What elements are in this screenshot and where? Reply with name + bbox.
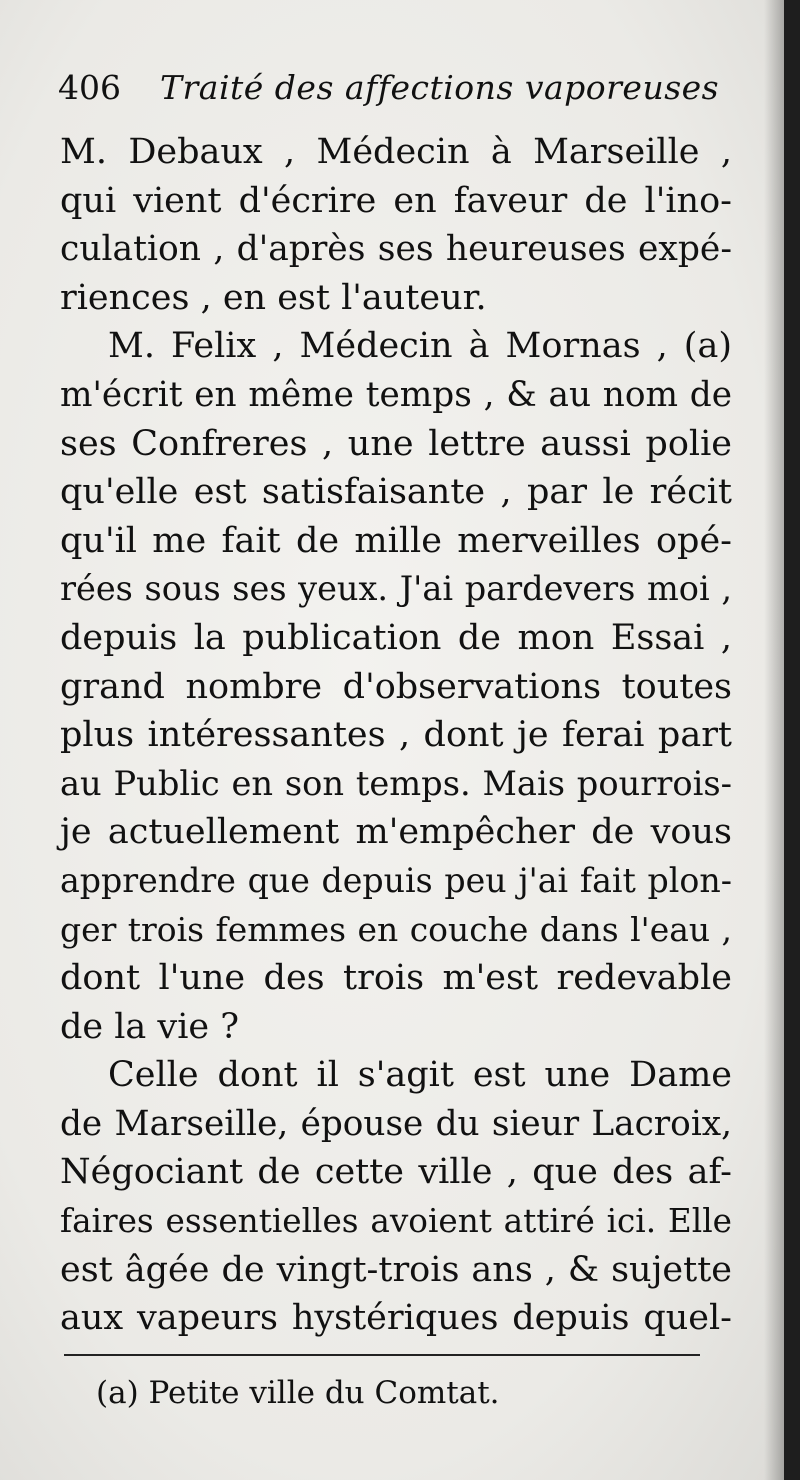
text-line: m'écrit en même temps , & au nom de (60, 374, 732, 415)
text-line: je actuellement m'empêcher de vous (60, 812, 732, 853)
text-line: Négociant de cette ville , que des af- (60, 1152, 732, 1193)
page-header (58, 64, 738, 120)
text-line: rées sous ses yeux. J'ai pardevers moi , (60, 569, 732, 609)
text-line: M. Felix , Médecin à Mornas , (a) (108, 326, 732, 367)
text-line: culation , d'après ses heureuses expé- (60, 229, 732, 270)
text-line: riences , en est l'auteur. (60, 277, 487, 318)
footnote-rule (64, 1354, 700, 1356)
footnote: (a) Petite ville du Comtat. (96, 1375, 500, 1411)
text-line: qu'il me fait de mille merveilles opé- (60, 520, 732, 561)
text-line: au Public en son temps. Mais pourrois- (60, 763, 732, 803)
running-title: Traité des affections vaporeuses (160, 68, 720, 107)
text-line: de Marseille, épouse du sieur Lacroix, (60, 1103, 732, 1144)
text-line: plus intéressantes , dont je ferai part (60, 715, 732, 756)
text-line: grand nombre d'observations toutes (60, 666, 732, 707)
text-line: apprendre que depuis peu j'ai fait plon- (60, 860, 732, 900)
page-edge-shadow (764, 0, 784, 1480)
text-line: aux vapeurs hystériques depuis quel- (60, 1298, 732, 1339)
text-line: de la vie ? (60, 1006, 239, 1047)
text-line: depuis la publication de mon Essai , (60, 617, 732, 658)
text-line: ger trois femmes en couche dans l'eau , (60, 909, 732, 949)
text-line: M. Debaux , Médecin à Marseille , (60, 132, 732, 172)
page-number: 406 (58, 68, 121, 107)
text-line: qu'elle est satisfaisante , par le récit (60, 472, 732, 513)
text-line: est âgée de vingt-trois ans , & sujette (60, 1249, 732, 1290)
text-line: qui vient d'écrire en faveur de l'ino- (60, 180, 732, 221)
text-line: ses Confreres , une lettre aussi polie (60, 423, 732, 464)
text-line: dont l'une des trois m'est redevable (60, 958, 732, 999)
text-line: Celle dont il s'agit est une Dame (108, 1055, 732, 1096)
text-line: faires essentielles avoient attiré ici. Elle (60, 1202, 732, 1241)
body-text (60, 128, 732, 1343)
